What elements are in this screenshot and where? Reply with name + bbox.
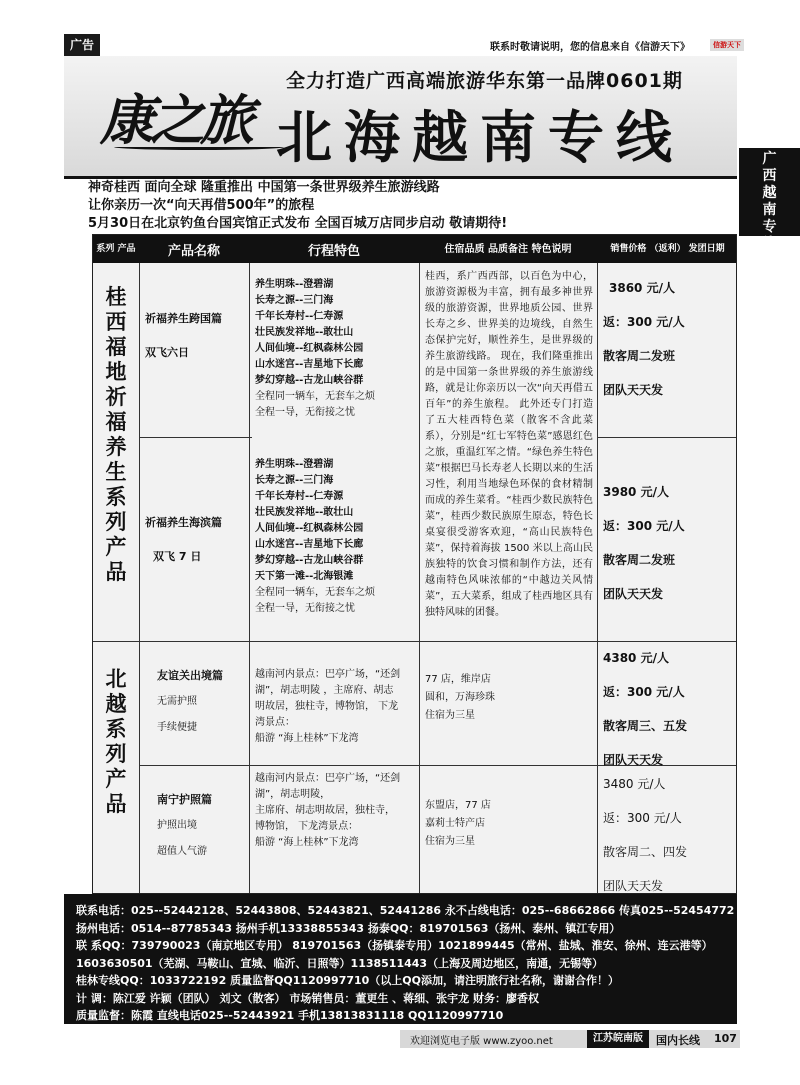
series-char: 福 [105,410,127,434]
contact-hint: 联系时敬请说明，您的信息来自《信游天下》 [490,42,690,53]
product-price [603,475,735,611]
bottom-bar [400,1030,740,1048]
series-char: 祈 [105,385,127,409]
series-label-beiyue [93,667,139,817]
product-price [603,767,735,894]
feature-line: 养生明珠--澄碧湖 [255,279,334,290]
feature-line: 长寿之源--三门海 [255,295,334,306]
product-price [603,271,735,407]
product-features [255,667,417,747]
series-char: 品 [105,560,127,584]
product-notes [425,671,593,725]
divider [249,263,250,894]
product-features [255,457,417,617]
side-tab-char: 广 [762,151,777,167]
footer-line: 桂林专线QQ：1033722192 质量监督QQ1120997710（以上QQ添加，请注明旅行社名称，谢谢合作！） [76,974,620,987]
series-char: 产 [105,767,127,791]
product-name: 友谊关出境篇 [157,669,223,682]
divider [139,437,252,438]
product-sub: 双飞 7 日 [153,550,202,563]
series-char: 福 [105,335,127,359]
footer-line: 联 系QQ：739790023（南京地区专用） 819701563（扬镇泰专用）1021899445（常州、盐城、淮安、徐州、连云港等） [76,939,713,952]
footer-line: 计 调：陈江爱 许颖（团队） 刘文（散客） 市场销售员：董更生 、蒋细、张宇龙 财务：廖香权 [76,991,539,1005]
table-header [93,235,737,263]
divider [419,263,420,894]
col-price: 销售价格 （返利） 发团日期 [610,243,725,254]
intro [64,176,737,234]
feature-line: 长寿之源--三门海 [255,475,334,486]
feature-line: 千年长寿村--仁寿源 [255,311,344,322]
feature-line: 梦幻穿越--古龙山峡谷群 [255,375,364,386]
rebate: 返：300 元/人 [603,315,685,329]
series-char: 养 [105,435,127,459]
divider [597,263,598,894]
side-tab-char: 南 [762,202,777,218]
feature-line: 天下第一滩--北海银滩 [255,571,354,582]
section-label: 国内长线 [656,1034,700,1047]
page-number: 107 [714,1032,737,1045]
intro-line: 神奇桂西 面向全球 隆重推出 中国第一条世界级养生旅游线路 [88,180,440,195]
departure: 散客周二发班 [603,553,676,567]
feature-line: 湖”，胡志明陵 ，主席府、胡志 [255,685,394,696]
col-name: 产品名称 [167,243,220,259]
series-char: 系 [105,717,127,741]
series-char: 桂 [105,285,127,309]
series-char: 北 [105,667,127,691]
logo-swoosh [114,144,284,150]
product-name-cell [157,787,249,865]
series-char: 产 [105,535,127,559]
series-char: 生 [105,460,127,484]
footer-line: 1603630501（芜湖、马鞍山、宣城、临沂、日照等）1138511443（上海及周边地区，南通，无锡等） [76,956,604,970]
slogan: 全力打造广西高端旅游华东第一品牌0601期 [286,70,683,92]
product-sub: 双飞六日 [145,346,189,359]
col-notes: 住宿品质 品质备注 特色说明 [444,243,572,255]
side-tab-char: 专 [762,219,777,235]
side-tab-char: 越 [762,185,777,201]
feature-line: 壮民族发祥地--敢壮山 [255,327,354,338]
website-link[interactable]: 欢迎浏览电子版 www.zyoo.net [410,1036,553,1047]
side-tab [739,148,800,252]
departure: 散客周三、五发 [603,719,688,733]
product-sub: 超值人气游 [157,846,207,857]
departure: 散客周二发班 [603,349,676,363]
rebate: 返：300 元/人 [603,685,685,699]
product-sub: 手续便捷 [157,722,197,733]
feature-line: 明故居，独柱寺，博物馆， 下龙 [255,701,399,712]
feature-line: 养生明珠--澄碧湖 [255,459,334,470]
feature-line: 梦幻穿越--古龙山峡谷群 [255,555,364,566]
feature-line: 主席府、胡志明故居，独柱寺， [255,805,395,816]
col-series: 系列 产品 [96,243,136,254]
note-line: 东盟店，77 店 [425,800,491,811]
product-name: 祈福养生跨国篇 [145,312,222,325]
divider [139,263,140,894]
product-sub: 护照出境 [157,820,197,831]
series-char: 西 [105,310,127,334]
guixi-description: 桂西，系广西西部，以百色为中心，旅游资源极为丰富，拥有最多神世界级的旅游资源，世界地质公园、世界长寿之乡、世界美的边境线，自然生态保护完好，顺性养生，是世界级的养生旅游线路。 现在，我们隆重推出的是中国第一条世界级的养生旅游线路，就是让你亲历以一次“向天再借五百年”的养生旅程。 此外还专门打造了五大桂西特色菜（散客不含此菜系），分别是“红七军特色菜”感恩红色之旅，重温红军之情。“绿色养生特色菜”根据巴马长寿老人长期以来的生活习性，利用当地绿色环保的食材精制而成的养生菜肴。“桂西少数民族特色菜”，桂西少数民族原生原态，特色长桌宴很受游客欢迎，“高山民族特色菜”，保持着海拔 1500 米以上高山民族独特的饮食习惯和制作方法，还有越南特色风味浓郁的“中越边关风情菜”，五大菜系，组成了桂西地区具有独特风味的团餐。 [425,271,593,618]
ad-tag: 广告 [64,34,100,56]
product-features [255,771,417,851]
price: 3860 元/人 [609,281,675,295]
series-char: 品 [105,792,127,816]
series-char: 系 [105,485,127,509]
footer-line: 扬州电话：0514--87785343 扬州手机13338855343 扬泰QQ：819701563（扬州、泰州、镇江专用） [76,921,621,935]
product-sub: 无需护照 [157,696,197,707]
product-notes [425,797,593,851]
price: 4380 元/人 [603,651,669,665]
product-name: 祈福养生海滨篇 [145,516,222,529]
intro-line: 5月30日在北京钓鱼台国宾馆正式发布 全国百城万店同步启动 敬请期待! [88,216,508,231]
feature-line: 人间仙境--红枫森林公园 [255,343,364,354]
group-departure: 团队天天发 [603,879,664,893]
footer-line: 质量监督：陈霞 直线电话025--52443921 手机13813831118 QQ1120997710 [76,1009,504,1022]
divider [597,437,737,438]
note-line: 嘉莉士特产店 [425,818,485,829]
side-tab-char: 线 [762,236,777,252]
series-char: 列 [105,742,127,766]
feature-line: 全程同一辆车，无套车之烦 [255,587,375,598]
contact-footer [64,894,737,1024]
magazine-logo: 信游天下 [710,39,744,51]
feature-line: 全程一导，无衔接之忧 [255,407,355,418]
brand-logo: 康之旅 [100,88,250,152]
product-table [92,234,737,894]
product-name-cell [145,515,249,565]
feature-line: 博物馆， 下龙湾景点： [255,821,359,832]
feature-line: 船游 “海上桂林”下龙湾 [255,733,359,744]
feature-line: 湖”，胡志明陵， [255,789,331,800]
top-bar [0,34,800,56]
series-label-guixi [93,285,139,585]
feature-line: 山水迷宫--吉星地下长廊 [255,539,364,550]
product-price [603,641,735,777]
feature-line: 湾景点： [255,717,295,728]
feature-line: 千年长寿村--仁寿源 [255,491,344,502]
product-name-cell [145,311,249,361]
rebate: 返：300 元/人 [603,519,685,533]
price: 3980 元/人 [603,485,669,499]
departure: 散客周二、四发 [603,845,688,859]
rebate: 返：300 元/人 [603,811,682,825]
note-line: 圆和，万海珍珠 [425,692,495,703]
note-line: 住宿为三星 [425,710,475,721]
feature-line: 船游 “海上桂林”下龙湾 [255,837,359,848]
price: 3480 元/人 [603,777,666,791]
note-line: 住宿为三星 [425,836,475,847]
feature-line: 越南河内景点：巴亭广场，“还剑 [255,669,401,680]
series-char: 列 [105,510,127,534]
feature-line: 壮民族发祥地--敢壮山 [255,507,354,518]
group-departure: 团队天天发 [603,587,664,601]
product-name: 南宁护照篇 [157,793,212,806]
feature-line: 全程一导，无衔接之忧 [255,603,355,614]
feature-line: 越南河内景点：巴亭广场，“还剑 [255,773,401,784]
footer-line: 联系电话：025--52442128、52443808、52443821、52441286 永不占线电话：025--68662866 传真025--52454772 [76,904,735,917]
series-char: 越 [105,692,127,716]
col-features: 行程特色 [307,243,360,259]
page-title: 北海越南专线 [276,105,684,171]
feature-line: 全程同一辆车，无套车之烦 [255,391,375,402]
feature-line: 山水迷宫--吉星地下长廊 [255,359,364,370]
edition-badge: 江苏皖南版 [587,1030,649,1048]
header-banner [64,56,737,176]
side-tab-char: 西 [762,168,777,184]
intro-line: 让你亲历一次“向天再借500年”的旅程 [88,198,315,213]
series-char: 地 [105,360,127,384]
product-features [255,277,417,421]
feature-line: 人间仙境--红枫森林公园 [255,523,364,534]
group-departure: 团队天天发 [603,753,664,767]
product-name-cell [157,663,249,741]
note-line: 77 店，维岸店 [425,674,491,685]
group-departure: 团队天天发 [603,383,664,397]
